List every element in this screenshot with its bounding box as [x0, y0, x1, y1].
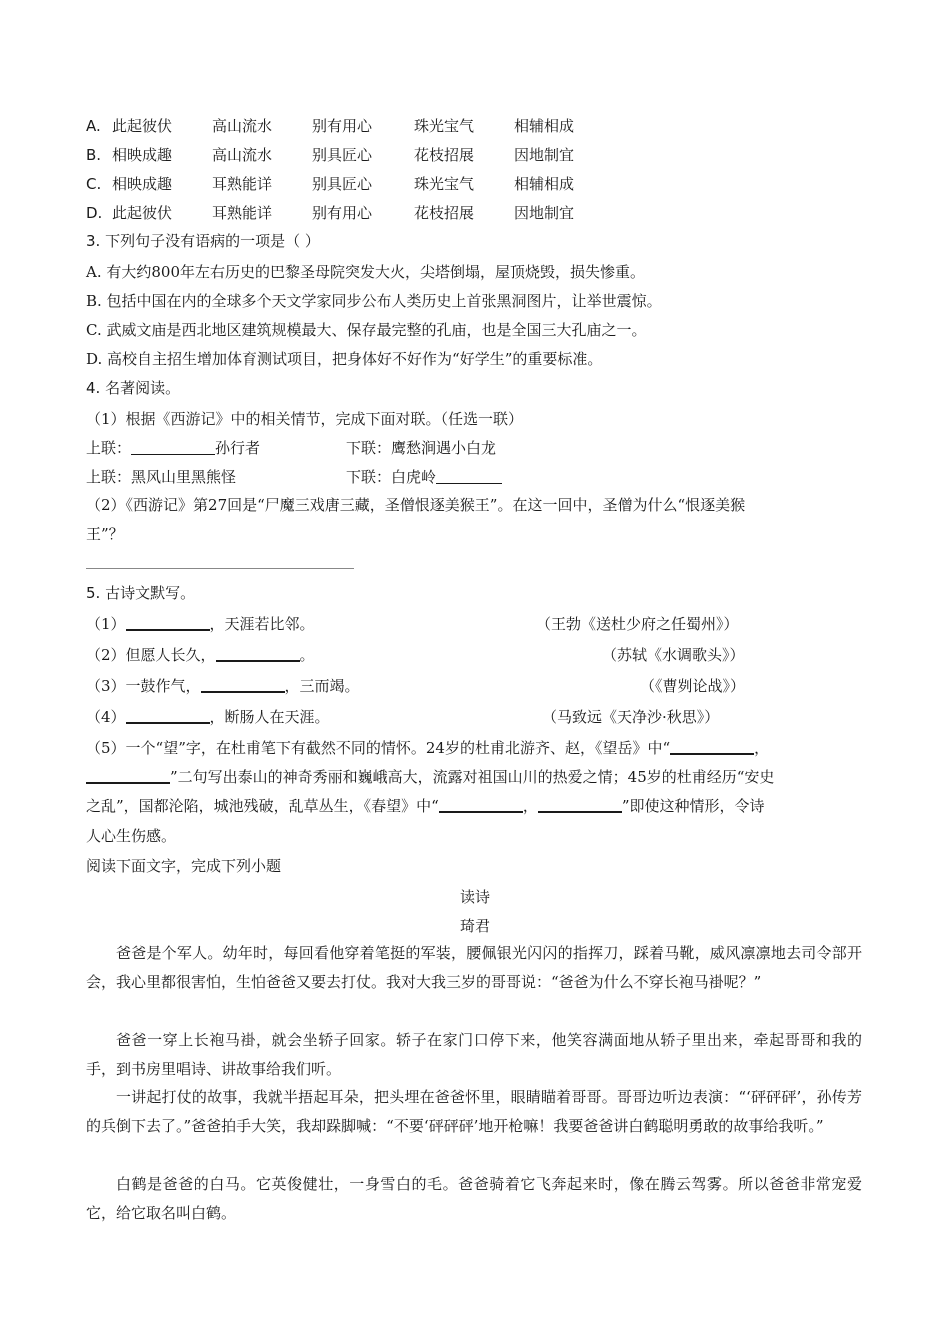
option-word: 珠光宝气: [414, 117, 475, 135]
q3-stem: [86, 231, 320, 251]
q5-item1: [86, 614, 315, 634]
couplet1-upper: [86, 438, 260, 458]
q5-stem: [86, 583, 195, 603]
option-word: 耳熟能详: [212, 175, 273, 193]
answer-blank[interactable]: [131, 439, 215, 455]
item-text: ，: [754, 739, 770, 757]
reading-author: 琦君: [459, 917, 490, 935]
option-word: 珠光宝气: [414, 175, 475, 193]
option-word: 别有用心: [312, 204, 373, 222]
option-word: 相映成趣: [112, 146, 173, 164]
option-word: 相辅相成: [514, 117, 575, 135]
option-word: 别有用心: [312, 117, 373, 135]
q4-sub2-line1: （2）《西游记》第27回是“尸魔三戏唐三藏，圣僧恨逐美猴王”。在这一回中，圣僧为什么“恨逐美猴: [86, 496, 746, 514]
q2-option-a: [86, 116, 646, 136]
q5-item2: [86, 645, 315, 665]
couplet2-lower: [346, 467, 502, 487]
q3-option-b: B. 包括中国在内的全球多个天文学家同步公布人类历史上首张黑洞图片，让举世震惊。: [86, 292, 662, 310]
option-label: A.: [86, 117, 101, 135]
question-number: 3.: [86, 232, 101, 250]
answer-blank[interactable]: [538, 796, 622, 813]
option-word: 此起彼伏: [112, 204, 173, 222]
couplet-text: 孙行者: [215, 439, 261, 457]
q2-option-c: [86, 174, 646, 194]
item-text: （3）一鼓作气，: [86, 677, 201, 695]
q2-option-d: [86, 203, 646, 223]
couplet-prefix: 上联：: [86, 439, 132, 457]
answer-blank[interactable]: [436, 468, 502, 484]
reading-paragraph-4: 白鹤是爸爸的白马。它英俊健壮，一身雪白的毛。爸爸骑着它飞奔起来时，像在腾云驾雾。所以爸爸非常宠爱它，给它取名叫白鹤。: [86, 1175, 862, 1222]
reading-paragraph-3: 一讲起打仗的故事，我就半捂起耳朵，把头埋在爸爸怀里，眼睛瞄着哥哥。哥哥边听边表演：“‘砰砰砰’，孙传芳的兵倒下去了。”爸爸拍手大笑，我却跺脚喊：“不要‘砰砰砰’地开枪嘛！我要爸爸讲白鹤聪明勇敢的故事给我听。”: [86, 1088, 862, 1135]
option-word: 花枝招展: [414, 146, 475, 164]
item-text: ”二句写出泰山的神奇秀丽和巍峨高大，流露对祖国山川的热爱之情；45岁的杜甫经历“安史: [170, 768, 775, 786]
item-text: （1）: [86, 615, 126, 633]
option-word: 高山流水: [212, 117, 273, 135]
item-text: 之乱”，国都沦陷，城池残破，乱草丛生，《春望》中“: [86, 797, 439, 815]
item-text: ，断肠人在天涯。: [209, 708, 330, 726]
item-text: 。: [299, 646, 315, 664]
q5-item4-source: （马致远《天净沙·秋思》）: [542, 708, 720, 726]
answer-blank[interactable]: [126, 614, 210, 631]
option-word: 因地制宜: [514, 204, 575, 222]
q4-sub1: （1）根据《西游记》中的相关情节，完成下面对联。（任选一联）: [86, 410, 524, 428]
reading-paragraph-1: 爸爸是个军人。幼年时，每回看他穿着笔挺的军装，腰佩银光闪闪的指挥刀，踩着马靴，威风凛凛地去司令部开会，我心里都很害怕，生怕爸爸又要去打仗。我对大我三岁的哥哥说：“爸爸为什么不穿长袍马褂呢？”: [86, 944, 862, 991]
answer-blank[interactable]: [670, 738, 754, 755]
question-text: 古诗文默写。: [105, 584, 196, 602]
answer-blank[interactable]: [86, 767, 170, 784]
option-word: 相映成趣: [112, 175, 173, 193]
q5-item2-source: （苏轼《水调歌头》）: [602, 646, 745, 664]
option-word: 此起彼伏: [112, 117, 173, 135]
couplet1-lower: 下联：鹰愁涧遇小白龙: [346, 439, 497, 457]
reading-intro: 阅读下面文字，完成下列小题: [86, 857, 282, 875]
item-text: （2）但愿人长久，: [86, 646, 216, 664]
question-number: 4.: [86, 379, 101, 397]
question-text: 名著阅读。: [105, 379, 181, 397]
option-label: B.: [86, 146, 102, 164]
answer-blank[interactable]: [439, 796, 523, 813]
q3-option-a: A. 有大约800年左右历史的巴黎圣母院突发大火，尖塔倒塌，屋顶烧毁，损失惨重。: [86, 263, 646, 281]
q5-item3: [86, 676, 360, 696]
q5-item5-line3: [86, 796, 765, 816]
option-word: 相辅相成: [514, 175, 575, 193]
item-text: （5）一个“望”字，在杜甫笔下有截然不同的情怀。24岁的杜甫北游齐、赵，《望岳》中“: [86, 739, 671, 757]
option-word: 花枝招展: [414, 204, 475, 222]
q4-sub2-line2: 王”？: [86, 525, 124, 543]
q3-option-d: D. 高校自主招生增加体育测试项目，把身体好不好作为“好学生”的重要标准。: [86, 350, 603, 368]
couplet-prefix: 下联：白虎岭: [346, 468, 437, 486]
q2-option-b: [86, 145, 646, 165]
question-number: 5.: [86, 584, 101, 602]
item-text: ，: [522, 797, 538, 815]
option-label: D.: [86, 204, 103, 222]
item-text: ”即使这种情形，令诗: [621, 797, 765, 815]
couplet2-upper: 上联：黑风山里黑熊怪: [86, 468, 237, 486]
q5-item3-source: （《曹刿论战》）: [640, 677, 746, 695]
item-text: ，天涯若比邻。: [209, 615, 315, 633]
answer-line[interactable]: [86, 568, 354, 569]
option-word: 耳熟能详: [212, 204, 273, 222]
item-text: ，三而竭。: [284, 677, 360, 695]
q5-item5-line2: [86, 767, 774, 787]
reading-paragraph-2: 爸爸一穿上长袍马褂，就会坐轿子回家。轿子在家门口停下来，他笑容满面地从轿子里出来，牵起哥哥和我的手，到书房里唱诗、讲故事给我们听。: [86, 1031, 862, 1078]
question-text: 下列句子没有语病的一项是（ ）: [105, 232, 320, 250]
option-word: 别具匠心: [312, 175, 373, 193]
answer-blank[interactable]: [216, 645, 300, 662]
option-word: 高山流水: [212, 146, 273, 164]
q5-item4: [86, 707, 330, 727]
answer-blank[interactable]: [126, 707, 210, 724]
q3-option-c: C. 武威文庙是西北地区建筑规模最大、保存最完整的孔庙，也是全国三大孔庙之一。: [86, 321, 647, 339]
answer-blank[interactable]: [201, 676, 285, 693]
option-word: 因地制宜: [514, 146, 575, 164]
q5-item5-line4: 人心生伤感。: [86, 827, 177, 845]
q5-item5-line1: [86, 738, 769, 758]
option-word: 别具匠心: [312, 146, 373, 164]
item-text: （4）: [86, 708, 126, 726]
q5-item1-source: （王勃《送杜少府之任蜀州》）: [536, 615, 739, 633]
q4-stem: [86, 378, 180, 398]
reading-title: 读诗: [459, 888, 490, 906]
option-label: C.: [86, 175, 102, 193]
